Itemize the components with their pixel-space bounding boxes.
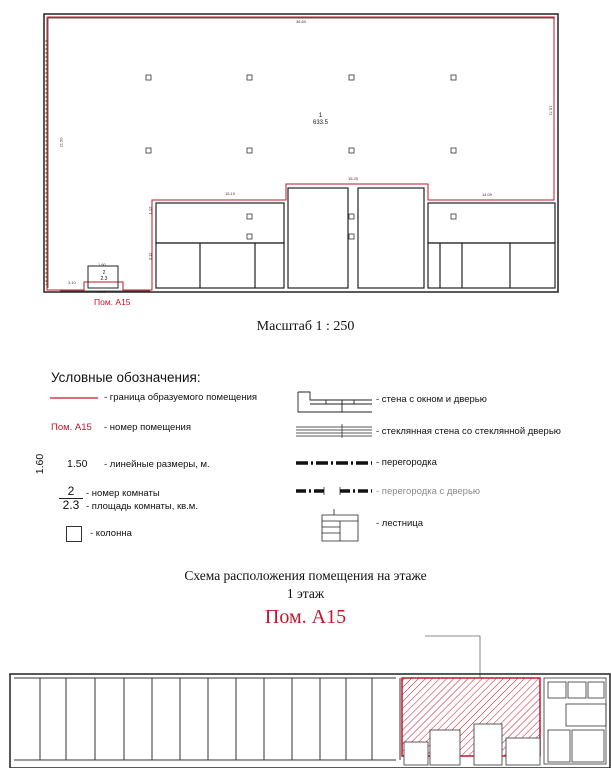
- small-room-label: [97, 270, 111, 282]
- scale-text: Масштаб 1 : 250: [256, 319, 355, 334]
- legend-room-area: - площадь комнаты, кв.м.: [86, 501, 198, 512]
- legend-partition: - перегородка: [376, 457, 437, 468]
- legend-fraction: [59, 485, 83, 512]
- dim-mid-center: 15.25: [348, 176, 359, 181]
- schema-floor: 1 этаж: [286, 586, 325, 601]
- legend-partition-door: - перегородка с дверью: [376, 486, 481, 497]
- room-number: 1: [318, 113, 323, 119]
- plan-room-label: Пом. А15: [94, 297, 131, 307]
- service-zone: [156, 188, 555, 288]
- legend-stairs: - лестница: [376, 518, 424, 529]
- dim-step2: 3.11: [147, 252, 153, 261]
- dim-bottom-left: 3.10: [68, 280, 76, 285]
- dim-mid-right: 14.09: [482, 192, 493, 197]
- dim-mid-left: 15.10: [225, 191, 236, 196]
- legend-fraction-top: 2: [67, 484, 75, 498]
- legend-column: - колонна: [90, 528, 132, 539]
- schema-title: Схема расположения помещения на этаже: [184, 568, 427, 583]
- boundary-line-sample: [50, 395, 100, 401]
- dim-small-room2: 1.50: [98, 289, 106, 294]
- dim-small-room: 1.60: [98, 262, 106, 267]
- legend-wall-window-door: - стена с окном и дверью: [376, 394, 487, 405]
- room-boundary: [47, 17, 554, 290]
- legend-column-symbol: [66, 526, 82, 542]
- stairs-symbol: [320, 507, 360, 543]
- legend-room-number: - номер помещения: [104, 422, 192, 433]
- partition-symbol: [296, 459, 374, 467]
- room-label: [313, 113, 328, 127]
- legend-fraction-bottom: 2.3: [59, 498, 83, 512]
- legend-dim-horizontal: 1.50: [67, 458, 88, 470]
- floor-schema: [0, 630, 611, 768]
- legend-room-number-sample: Пом. А15: [51, 422, 92, 433]
- legend-dims: - линейные размеры, м.: [104, 459, 210, 470]
- room-area: 633.5: [313, 120, 329, 126]
- wall-window-door-symbol: [296, 390, 374, 414]
- glass-wall-symbol: [296, 424, 374, 438]
- schema-room-label: Пом. А15: [264, 606, 347, 628]
- partition-door-symbol: [296, 486, 374, 496]
- legend-dim-vertical: 1.60: [34, 453, 47, 475]
- plan-walls: [44, 14, 558, 292]
- dim-right: 16.72: [548, 105, 554, 116]
- small-room-number: 2: [102, 270, 106, 276]
- columns: [146, 75, 456, 239]
- legend-title: Условные обозначения:: [51, 370, 201, 385]
- dim-top: 36.60: [296, 19, 307, 24]
- dim-step1: 1.12: [147, 206, 153, 215]
- dim-left: 21.50: [58, 137, 64, 148]
- small-room-area: 2.3: [100, 276, 108, 282]
- legend-boundary: - граница образуемого помещения: [104, 392, 258, 403]
- legend-glass-wall: - стеклянная стена со стеклянной дверью: [376, 426, 561, 437]
- legend-room-num: - номер комнаты: [86, 488, 160, 499]
